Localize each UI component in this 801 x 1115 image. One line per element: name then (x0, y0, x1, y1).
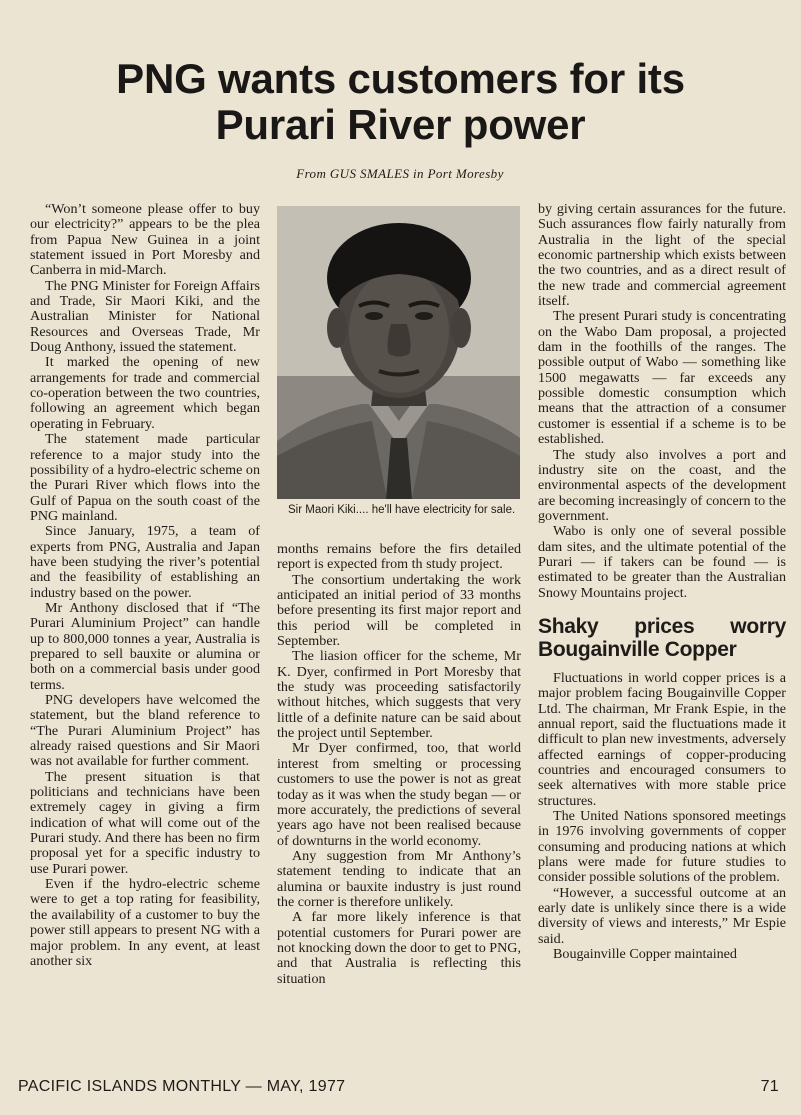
paragraph: Even if the hydro-electric scheme were to get a top rating for feasibility, the availability of a customer to buy the power still appears to present NG with a major problem. In any event, at least another six (30, 876, 260, 969)
byline: From GUS SMALES in Port Moresby (296, 166, 504, 181)
paragraph: Wabo is only one of several possible dam sites, and the ultimate potential of the Purari — if takers can be found — is estimated to be greater than the Australian Snowy Mountains project. (538, 523, 786, 601)
paragraph: The statement made particular reference to a major study into the possibility of a hydro-electric scheme on the Purari River which flows into the Gulf of Papua on the south coast of the PNG mainland. (30, 431, 260, 524)
portrait-photo (277, 206, 520, 499)
headline-line-1: PNG wants customers for its (116, 55, 685, 102)
headline-line-2: Purari River power (215, 101, 586, 148)
sidebar-headline: Shaky prices worry Bougainville Copper (538, 614, 786, 661)
paragraph: Mr Dyer confirmed, too, that world interest from smelting or processing customers to use the power is not as great today as it was when the study began — or more accurately, the predictions of several years ago have not been realised because of downturns in the world economy. (277, 740, 521, 849)
paragraph: “However, a successful outcome at an early date is unlikely since there is a wide diversity of views and interests,” Mr Espie said. (538, 884, 786, 947)
paragraph: Since January, 1975, a team of experts from PNG, Australia and Japan have been studying the river’s potential and the feasibility of establishing an industry based on the power. (30, 523, 260, 601)
article-column-3 (538, 202, 786, 962)
paragraph: Bougainville Copper maintained (553, 946, 737, 963)
paragraph: The present Purari study is concentrating on the Wabo Dam proposal, a projected dam in the foothills of the ranges. The possible output of Wabo — something like 1500 megawatts — far exceeds any possible domestic consumption which means that the attraction of a consumer customer is essential if a scheme is to be established. (538, 308, 786, 448)
article-column-2 (277, 542, 521, 987)
paragraph: “Won’t someone please offer to buy our electricity?” appears to be the plea from Papua New Guinea in a joint statement issued in Port Moresby and Canberra in mid-March. (30, 201, 260, 279)
article-column-1 (30, 202, 260, 969)
paragraph: The present situation is that politicians and technicians have been extremely cagey in giving a firm indication of what will come out of the Purari study. And there has been no firm proposal yet for a specific industry to use Purari power. (30, 768, 260, 877)
paragraph: The liasion officer for the scheme, Mr K. Dyer, confirmed in Port Moresby that the study was proceeding satisfactorily without hitches, which suggests that very little of a definite nature can be said about the project until September. (277, 648, 521, 742)
page-number: 71 (760, 1078, 779, 1095)
paragraph: Any suggestion from Mr Anthony’s statement tending to indicate that an alumina or bauxite industry is just round the corner is therefore unlikely. (277, 847, 521, 910)
paragraph: A far more likely inference is that potential customers for Purari power are not knocking down the door to get to PNG, and that Australia is reflecting this situation (277, 909, 521, 987)
paragraph: The United Nations sponsored meetings in 1976 involving governments of copper consuming and producing nations at which plans were made for future studies to consider possible solutions of the problem. (538, 808, 786, 886)
paragraph: months remains before the firs detailed report is expected from th study project. (277, 541, 521, 573)
paragraph: The consortium undertaking the work anticipated an initial period of 33 months before presenting its first major report and this period will be completed in September. (277, 571, 521, 650)
paragraph: by giving certain assurances for the future. Such assurances flow fairly naturally from Australia in the light of the special economic partnership which exists between the two countries, and as a direct result of the new trade and commercial agreement itself. (538, 201, 786, 310)
headline (0, 56, 801, 148)
portrait-illustration (277, 206, 520, 499)
paragraph: Fluctuations in world copper prices is a major problem facing Bougainville Copper Ltd. The chairman, Mr Frank Espie, in the annual report, said the fluctuations made it difficult to plan new investments, adversely affected earnings of copper-producing countries and encouraged consumers to seek alternatives with more stable price structures. (538, 669, 786, 809)
paragraph: The PNG Minister for Foreign Affairs and Trade, Sir Maori Kiki, and the Australian Minister for National Resources and Overseas Trade, Mr Doug Anthony, issued the statement. (30, 277, 260, 356)
photo-caption: Sir Maori Kiki.... he'll have electricity for sale. (288, 504, 516, 516)
paragraph: PNG developers have welcomed the statement, but the bland reference to “The Purari Aluminium Project” has already raised questions and Sir Maori was not available for further comment. (30, 692, 260, 770)
paragraph: It marked the opening of new arrangements for trade and commercial co-operation between the two countries, following an agreement which began operating in February. (30, 354, 260, 432)
publication-footer: PACIFIC ISLANDS MONTHLY — MAY, 1977 (18, 1078, 346, 1095)
paragraph: Mr Anthony disclosed that if “The Purari Aluminium Project” can handle up to 800,000 tonnes a year, Australia is prepared to sell bauxite or alumina or both on a commercial basis under good terms. (30, 599, 260, 693)
paragraph: The study also involves a port and industry site on the coast, and the environmental aspects of the development are becoming increasingly of concern to the government. (538, 446, 786, 524)
